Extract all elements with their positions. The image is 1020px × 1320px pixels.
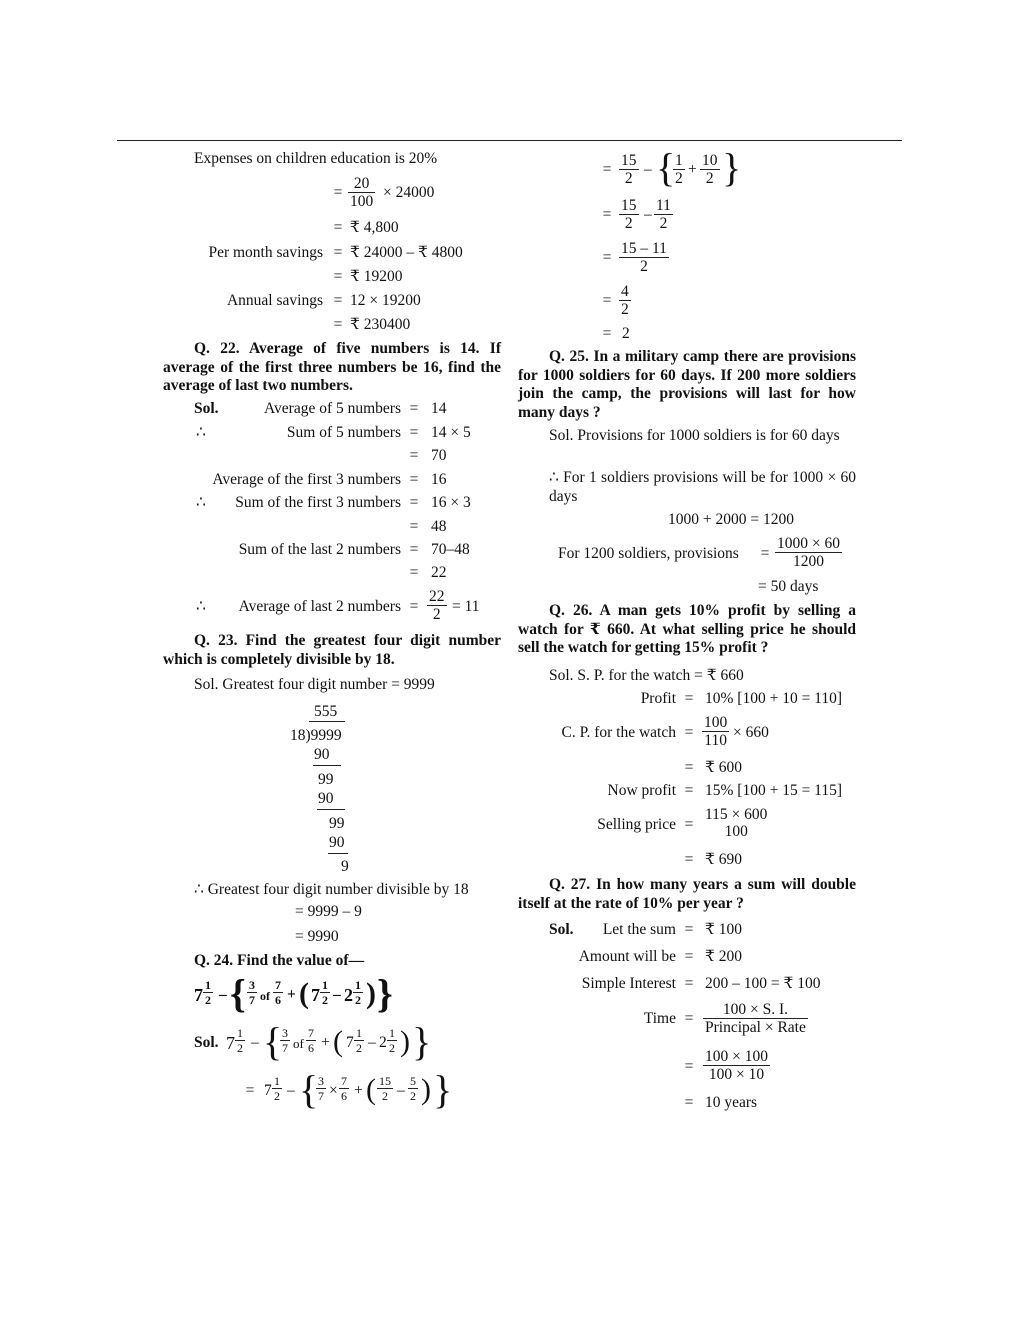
question-26: Q. 26. A man gets 10% profit by selling a watch for ₹ 660. At what selling price he should sell the watch for getting 15% profit ? [518, 602, 856, 656]
q27-label-1: Let the sum [602, 921, 676, 938]
q24-step-3: $\frac{15 - 11}{2}$ [621, 240, 667, 275]
edu-label: Expenses on children education is 20% [194, 150, 438, 167]
therefore-symbol: ∴ [196, 424, 206, 441]
division-step: 90 [318, 790, 334, 807]
q26-times: × 660 [733, 724, 769, 741]
edu-times: × 24000 [383, 184, 435, 201]
q27-label-3: Simple Interest [581, 975, 676, 992]
equals: = [684, 782, 694, 799]
question-24: Q. 24. Find the value of— [194, 952, 365, 969]
equals: = [760, 545, 770, 562]
question-22: Q. 22. Average of five numbers is 14. If average of the first three numbers be 16, find the average of last two numbers. [163, 340, 501, 394]
division-step: 90 [314, 746, 330, 763]
q25-sum: 1000 + 2000 = 1200 [668, 511, 794, 528]
annual-expr: 12 × 19200 [350, 292, 421, 309]
q22-label-7: Sum of the last 2 numbers [238, 541, 401, 558]
q22-value-2: 14 × 5 [431, 424, 471, 441]
equals: = [684, 1094, 694, 1111]
q22-value-3: 70 [431, 447, 447, 464]
equals: = [409, 541, 419, 558]
equals: = [333, 316, 343, 333]
equals: = [602, 292, 612, 309]
annual-label: Annual savings [226, 292, 323, 309]
q26-fraction: $\frac{100}{110}$ [704, 714, 728, 749]
q25-fraction: $\frac{1000 \times 60}{1200}$ [777, 535, 840, 570]
question-27: Q. 27. In how many years a sum will double itself at the rate of 10% per year ? [518, 876, 856, 912]
q26-value-3: ₹ 600 [705, 759, 742, 776]
q27-value-2: ₹ 200 [705, 948, 742, 965]
q22-value-8: 22 [431, 564, 447, 581]
equals: = [602, 325, 612, 342]
q23-equation-2: = 9990 [295, 928, 339, 945]
question-23: Q. 23. Find the greatest four digit number which is completely divisible by 18. [163, 632, 501, 668]
therefore-symbol: ∴ [196, 494, 206, 511]
q26-label-1: Profit [640, 690, 676, 707]
q27-value-1: ₹ 100 [705, 921, 742, 938]
question-25: Q. 25. In a military camp there are provisions for 1000 soldiers for 60 days. If 200 more soldiers join the camp, the provisions will last for how many days ? [518, 348, 856, 421]
q26-label-5: Selling price [597, 816, 676, 833]
q26-selling-fraction: 115 × 600 100 [705, 806, 768, 840]
q23-conclusion: ∴ Greatest four digit number divisible by 18 [194, 881, 469, 898]
division-step: 90 [329, 834, 345, 851]
equals: = [409, 471, 419, 488]
division-step: 99 [329, 815, 345, 832]
division-step: 99 [318, 771, 334, 788]
division-remainder: 9 [341, 858, 349, 875]
q25-label: For 1200 soldiers, provisions [558, 545, 739, 562]
q27-label-2: Amount will be [578, 948, 676, 965]
equals: = [409, 424, 419, 441]
equals: = [684, 851, 694, 868]
q26-solution: Sol. S. P. for the watch = ₹ 660 [549, 667, 744, 684]
q22-label-1: Average of 5 numbers [263, 400, 401, 417]
equals: = [409, 447, 419, 464]
equals: = [409, 400, 419, 417]
equals: = [684, 724, 694, 741]
edu-result: ₹ 4,800 [350, 219, 399, 236]
q27-time-fraction: 100 × S. I. Principal × Rate [705, 1001, 806, 1036]
q25-answer: = 50 days [758, 578, 819, 595]
per-month-expr: ₹ 24000 – ₹ 4800 [350, 244, 463, 261]
equals: = [333, 184, 343, 201]
equals: = [333, 219, 343, 236]
equals: = [409, 564, 419, 581]
q27-value-fraction: $\frac{100 \times 100}{100 \times 10}$ [705, 1048, 768, 1083]
q27-answer: 10 years [705, 1094, 758, 1111]
division-head: 18)9999 [290, 727, 342, 744]
q24-answer: 2 [622, 325, 630, 342]
q26-value-6: ₹ 690 [705, 851, 742, 868]
division-line [313, 765, 341, 766]
equals: = [684, 816, 694, 833]
equals: = [684, 948, 694, 965]
q22-answer: = 11 [452, 598, 480, 615]
per-month-label: Per month savings [208, 244, 323, 261]
equals: = [684, 690, 694, 707]
q22-value-6: 48 [431, 518, 447, 535]
q27-label-4: Time [643, 1010, 676, 1027]
q22-value-1: 14 [431, 400, 447, 417]
q22-label-5: Sum of the first 3 numbers [235, 494, 401, 511]
annual-result: ₹ 230400 [350, 316, 411, 333]
sol-label: Sol. [549, 921, 574, 938]
equals: = [409, 494, 419, 511]
q27-value-3: 200 – 100 = ₹ 100 [705, 975, 821, 992]
q23-solution: Sol. Greatest four digit number = 9999 [194, 676, 435, 693]
q26-label-4: Now profit [607, 782, 676, 799]
q25-solution: Sol. Provisions for 1000 soldiers is for 60 days [549, 427, 840, 444]
q22-fraction: $\frac{22}{2}$ [429, 588, 445, 623]
division-quotient: 555 [314, 703, 338, 720]
q22-value-4: 16 [431, 471, 447, 488]
q26-value-1: 10% [100 + 10 = 110] [705, 690, 843, 707]
q26-value-4: 15% [100 + 15 = 115] [705, 782, 843, 799]
q25-step: ∴ For 1 soldiers provisions will be for 1000 × 60 days [549, 469, 856, 505]
per-month-result: ₹ 19200 [350, 268, 403, 285]
equals: = [684, 1010, 694, 1027]
equals: = [684, 921, 694, 938]
header-rule [117, 140, 902, 141]
q22-label-2: Sum of 5 numbers [286, 424, 401, 441]
equals: = [684, 1058, 694, 1075]
q26-label-2: C. P. for the watch [561, 724, 676, 741]
equals: = [333, 292, 343, 309]
equals: = [409, 518, 419, 535]
edu-fraction: $\frac{20}{100}$ [350, 175, 374, 210]
q22-label-9: Average of last 2 numbers [238, 598, 401, 615]
equals: = [409, 598, 419, 615]
division-line [328, 853, 348, 854]
q22-label-4: Average of the first 3 numbers [212, 471, 401, 488]
sol-label: Sol. [194, 400, 219, 417]
equals: = [333, 244, 343, 261]
q22-value-7: 70–48 [431, 541, 470, 558]
division-line [317, 809, 345, 810]
equals: = [333, 268, 343, 285]
equals: = [602, 249, 612, 266]
q24-step-4: $\frac{4}{2}$ [621, 283, 629, 318]
q22-value-5: 16 × 3 [431, 494, 471, 511]
equals: = [684, 759, 694, 776]
therefore-symbol: ∴ [196, 598, 206, 615]
sol-label: Sol. [194, 1034, 219, 1051]
q23-equation-1: = 9999 – 9 [295, 903, 362, 920]
division-bar [309, 721, 345, 722]
equals: = [684, 975, 694, 992]
